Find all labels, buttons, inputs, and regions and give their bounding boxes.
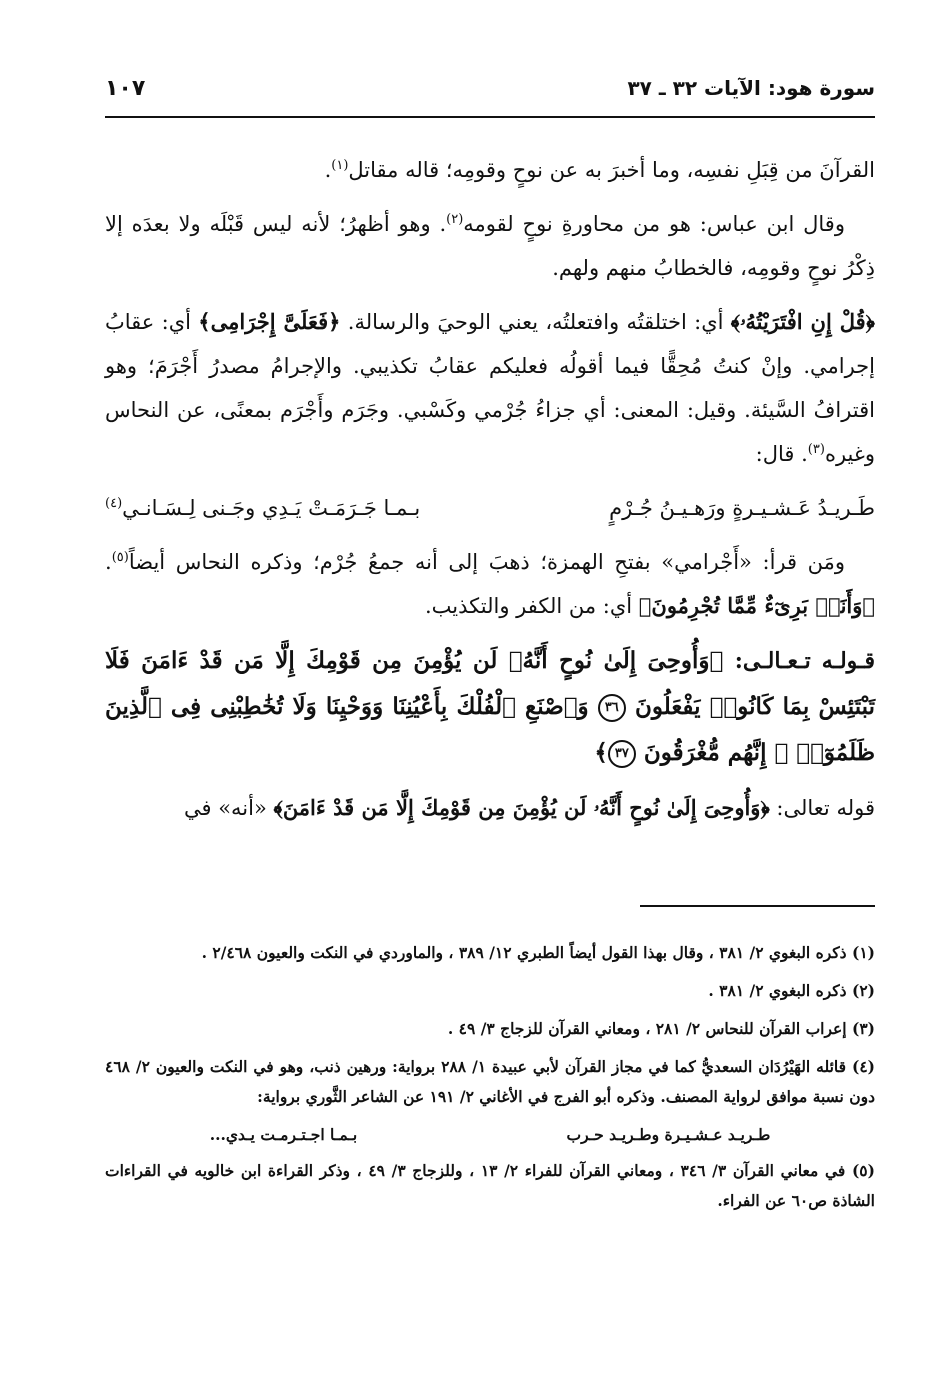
footnotes <box>105 938 875 1224</box>
quran-verse: وَٱصْنَعِ ٱلْفُلْكَ بِأَعْيُنِنَا وَوَحْيِنَا وَلَا تُخَٰطِبْنِى فِى ٱلَّذِينَ ظَلَمُوٓا۟ ۚ إِنَّهُم مُّغْرَقُونَ <box>105 693 875 766</box>
footnote-2: (٢) ذكره البغوي ٢/ ٣٨١ . <box>708 981 875 1000</box>
quran-verse: ﴾ <box>594 739 608 766</box>
paragraph-3 <box>105 300 875 476</box>
poem-first-hemistich: طـريـد عـشـيـرة وطـريـد حـرب <box>566 1125 771 1144</box>
paragraph-text: ومَن قرأ: «أَجْرامي» بفتحِ الهمزة؛ ذهبَ إلى أنه جمعُ جُرْم؛ وذكره النحاس أيضاً <box>128 550 845 574</box>
main-text <box>105 148 875 840</box>
footnote-1: (١) ذكره البغوي ٢/ ٣٨١ ، وقال بهذا القول أيضاً الطبري ١٢/ ٣٨٩ ، والماوردي في النكت والعيون ٢/٤٦٨ . <box>201 943 875 962</box>
paragraph-text: أي: عقابُ إجرامي. وإنْ كنتُ مُحِقًّا فيما أقولُه فعليكم عقابُ تكذيبي. والإجرامُ مصدرُ أَجْرَمَ؛ وهو اقترافُ السَّيئة. وقيل: المعنى: أي جزاءُ جُرْمي وكَسْبي. وجَرَم وأَجْرَم بمعنًى، عن النحاس وغيره <box>105 310 875 466</box>
quran-verse: ﴿وَأُوحِىَ إِلَىٰ نُوحٍ أَنَّهُۥ لَن يُؤْمِنَ مِن قَوْمِكَ إِلَّا مَن قَدْ ءَامَنَ﴾ <box>273 795 770 820</box>
running-title: سورة هود: الآيات ٣٢ ـ ٣٧ <box>627 76 875 100</box>
poem-text: بـمـا جَـرَمَـتْ يَـدِي وجَـنى لِـسَـانـي <box>122 496 421 520</box>
quran-verse: ﴿وَأُوحِىَ إِلَىٰ نُوحٍ أَنَّهُۥ لَن يُؤْمِنَ مِن قَوْمِكَ إِلَّا مَن قَدْ ءَامَنَ فَلَا تَبْتَئِسْ بِمَا كَانُوا۟ يَفْعَلُونَ <box>105 647 875 720</box>
quran-verse: ﴿وَأَنَا۠ بَرِىٓءٌ مِّمَّا تُجْرِمُونَ﴾ <box>638 593 875 618</box>
poem-verse <box>105 486 875 530</box>
heading-label: قـولـه تـعـالـى: <box>734 648 876 674</box>
paragraph-text: قوله تعالى: <box>769 796 875 820</box>
paragraph-2 <box>105 202 875 290</box>
quran-verse: ﴿فَعَلَىَّ إِجْرَامِى﴾ <box>198 309 341 334</box>
footnote-ref: (١) <box>331 158 349 173</box>
paragraph-text: . قال: <box>755 442 808 466</box>
poem-second-hemistich: بـمـا اجـتـرمـت يـدي... <box>209 1125 358 1144</box>
footnote-ref: (٢) <box>446 212 464 227</box>
ayah-number-marker: ٣٧ <box>608 740 636 768</box>
poem-first-hemistich: طَـريـدُ عَـشـيـرةٍ ورَهـيـنُ جُـرْمٍ <box>609 496 875 520</box>
footnote-ref: (٣) <box>807 442 825 457</box>
paragraph-text: . وهو أظهرُ؛ لأنه ليس قَبْلَه ولا بعدَه إلا ذِكْرُ نوحٍ وقومِه، فالخطابُ منهم ولهم. <box>105 212 875 280</box>
paragraph-text: . <box>324 158 332 182</box>
verse-heading <box>105 638 875 776</box>
paragraph-text: أي: من الكفر والتكذيب. <box>425 594 639 618</box>
paragraph-1 <box>105 148 875 192</box>
paragraph-text: . <box>105 550 112 574</box>
paragraph-5 <box>105 786 875 830</box>
paragraph-text: وقال ابن عباس: هو من محاورةِ نوحٍ لقومه <box>463 212 845 236</box>
footnote-poem <box>105 1120 875 1150</box>
poem-second-hemistich: بـمـا جَـرَمَـتْ يَـدِي وجَـنى لِـسَـانـي(٤) <box>105 486 420 530</box>
paragraph-text: أي: اختلقتُه وافتعلتُه، يعني الوحيَ والرسالة. <box>340 310 731 334</box>
ayah-number-marker: ٣٦ <box>598 694 626 722</box>
paragraph-4 <box>105 540 875 628</box>
footnote-ref: (٥) <box>111 550 129 565</box>
quran-verse: ﴿قُلْ إِنِ افْتَرَيْتُهُۥ﴾ <box>730 309 875 334</box>
footnote-4: (٤) قائله الهَيْرُدَان السعديُّ كما في مجاز القرآن لأبي عبيدة ١/ ٢٨٨ برواية: ورهين ذنب، وهو في النكت والعيون ٢/ ٤٦٨ دون نسبة موافق لرواية المصنف. وذكره أبو الفرج في الأغاني ٢/ ١٩١ عن الشاعر الثَّوري برواية: <box>105 1057 876 1106</box>
paragraph-text: القرآنَ من قِبَلِ نفسِه، وما أخبرَ به عن نوحٍ وقومِه؛ قاله مقاتل <box>348 158 875 182</box>
footnote-3: (٣) إعراب القرآن للنحاس ٢/ ٢٨١ ، ومعاني القرآن للزجاج ٣/ ٤٩ . <box>447 1019 875 1038</box>
page-number: ١٠٧ <box>105 76 146 101</box>
paragraph-text: «أنه» في <box>183 796 274 820</box>
footnote-separator <box>640 905 875 907</box>
page-header <box>105 72 875 118</box>
footnote-5: (٥) في معاني القرآن ٣/ ٣٤٦ ، ومعاني القرآن للفراء ٢/ ١٣ ، وللزجاج ٣/ ٤٩ ، وذكر القراءة ابن خالويه في القراءات الشاذة ص٦٠ عن الفراء. <box>105 1161 875 1210</box>
